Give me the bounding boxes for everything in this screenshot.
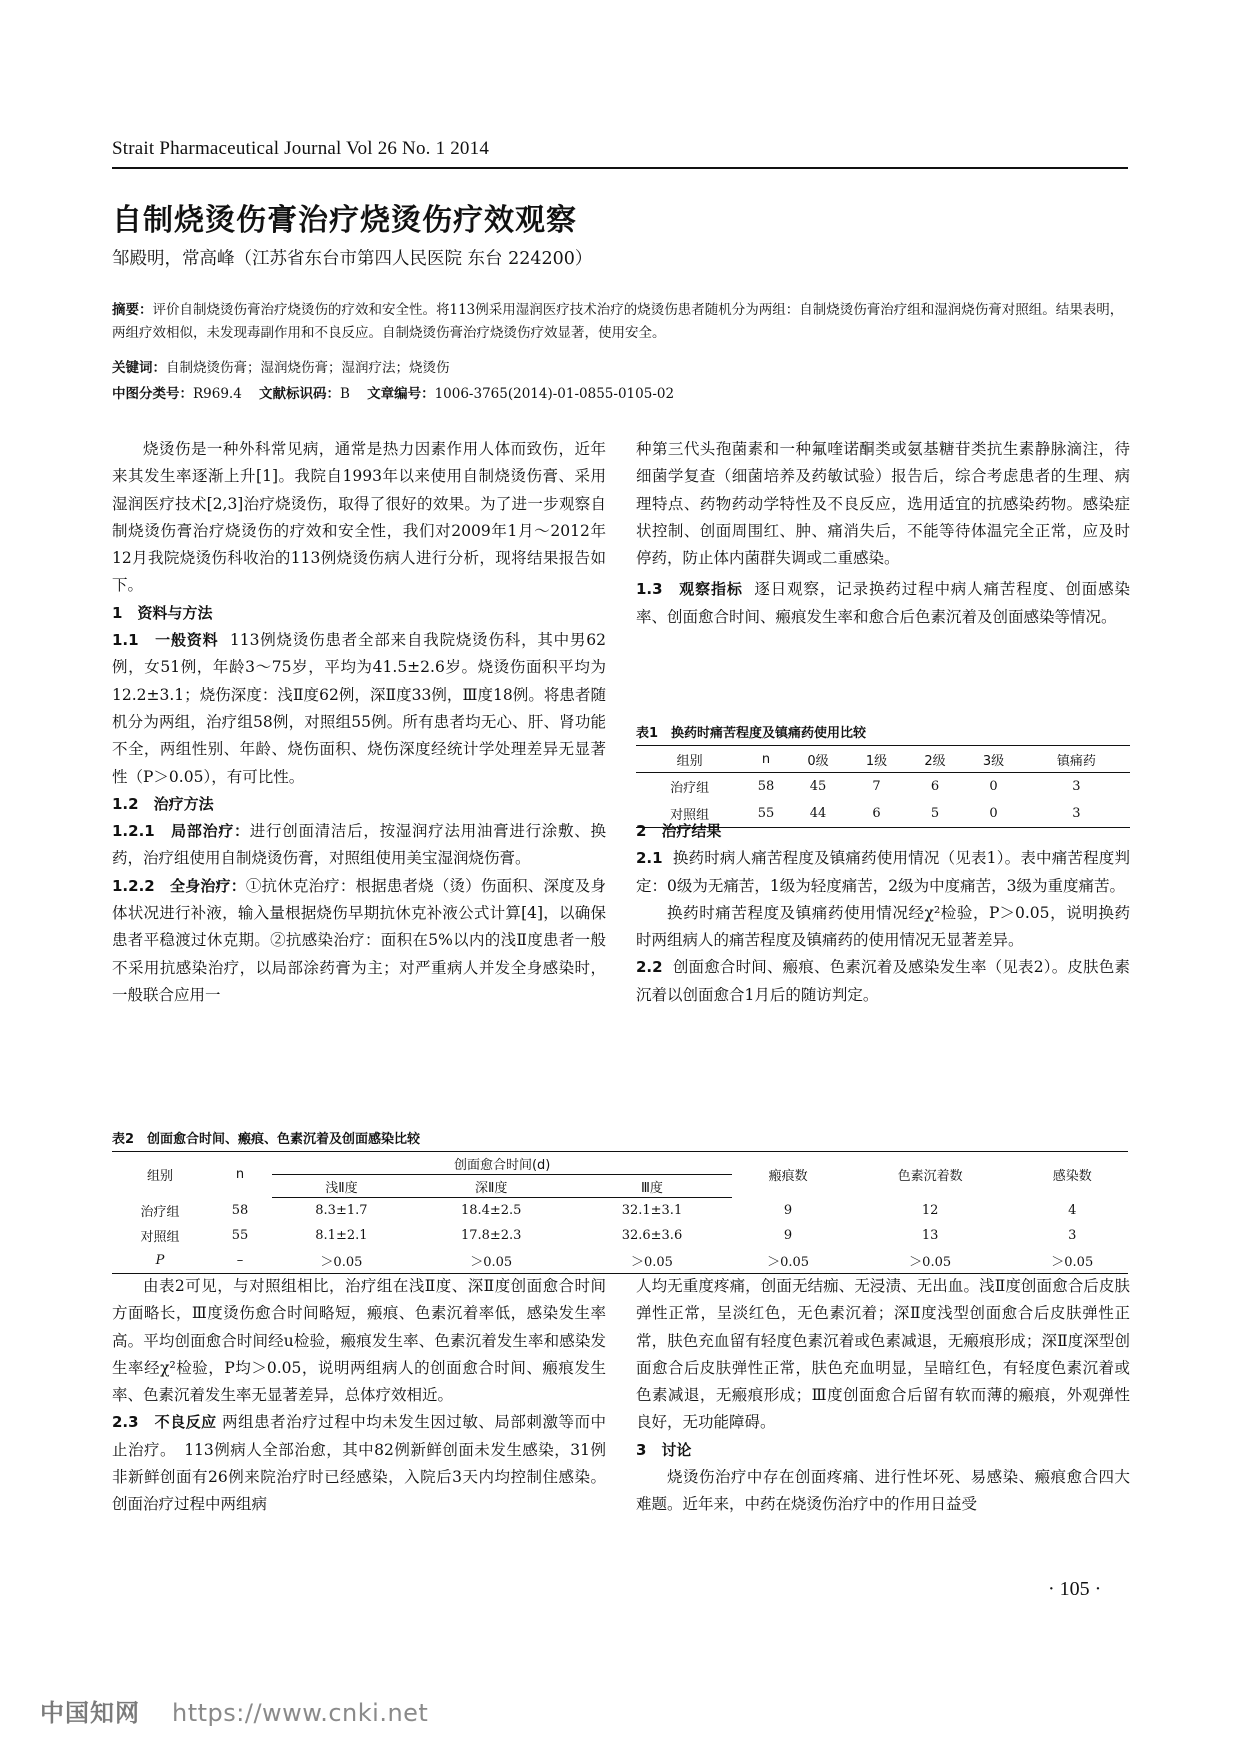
table-cell: 58 [231,1202,249,1218]
table-row [112,1198,1128,1224]
table-header: n [743,746,788,773]
column-left-top [112,436,606,1009]
table-cell: 3 [1023,800,1130,828]
heading-2-1: 2.1 [636,849,663,868]
table-cell: ＞0.05 [272,1248,411,1274]
table-header: n [208,1152,272,1198]
paragraph-2-1 [636,845,1130,900]
text-1-2-2: ①抗休克治疗：根据患者烧（烫）伤面积、深度及身体状况进行补液，输入量根据烧伤早期抗休克补液公式计算[4]，以确保患者平稳渡过休克期。②抗感染治疗：面积在5%以内的浅Ⅱ度患者一般不采用抗感染治疗，以局部涂药膏为主；对严重病人并发全身感染时，一般联合应用一 [112,876,606,1004]
doc-code-label: 文献标识码： [258,386,340,402]
table-cell: 6 [847,800,906,828]
cnki-watermark [40,1693,428,1728]
text-1-1: 113例烧烫伤患者全部来自我院烧烫伤科，其中男62例，女51例，年龄3～75岁，平均为41.5±2.6岁。烧烫伤面积平均为12.2±3.1；烧伤深度：浅Ⅱ度62例，深Ⅱ度33例，Ⅲ度18例。将患者随机分为两组，治疗组58例，对照组55例。所有患者均无心、肝、肾功能不全，两组性别、年龄、烧伤面积、烧伤深度经统计学处理差异无显著性（P＞0.05），有可比性。 [112,631,607,786]
table-header: 组别 [636,746,743,773]
discussion-paragraph: 烧烫伤治疗中存在创面疼痛、进行性坏死、易感染、瘢痕愈合四大难题。近年来，中药在烧烫伤治疗中的作用日益受 [636,1468,1130,1514]
table-cell: 6 [930,779,940,794]
section-heading-1: 1 资料与方法 [112,603,213,622]
cnki-logo: 中国知网 [40,1699,140,1727]
keywords [112,357,1128,380]
table-cell: 4 [1068,1202,1077,1218]
heading-1-2-2: 1.2.2 全身治疗： [112,876,246,895]
table-header: 3级 [964,746,1023,773]
table-cell: 治疗组 [140,1204,180,1220]
table-header: 瘢痕数 [732,1152,843,1198]
table-cell: ＞0.05 [844,1248,1017,1274]
table-header: 1级 [847,746,906,773]
article-no-value: 1006-3765(2014)-01-0855-0105-02 [434,386,675,402]
paragraph-2-3 [112,1409,606,1518]
table-cell: ＞0.05 [1017,1248,1128,1274]
table-cell: 44 [789,800,848,828]
text-2-1: 换药时病人痛苦程度及镇痛药使用情况（见表1）。表中痛苦程度判定：0级为无痛苦，1级为轻度痛苦，2级为中度痛苦，3级为重度痛苦。 [636,849,1130,895]
intro-paragraph: 烧烫伤是一种外科常见病，通常是热力因素作用人体而致伤，近年来其发生率逐渐上升[1]。我院自1993年以来使用自制烧烫伤膏、采用湿润医疗技术[2,3]治疗烧烫伤，取得了很好的效果。为了进一步观察自制烧烫伤膏治疗烧烫伤的疗效和安全性，我们对2009年1月～2012年12月我院烧烫伤科收治的113例烧烫伤病人进行分析，现将结果报告如下。 [112,440,606,595]
abstract-label: 摘要： [112,302,153,318]
table-cell: 0 [989,779,998,794]
table-cell: ＞0.05 [732,1248,843,1274]
authors-affiliation: 邹殿明，常高峰（江苏省东台市第四人民医院 东台 224200） [112,249,593,269]
table-header: 组别 [112,1152,208,1198]
table-header: 0级 [789,746,848,773]
table-header: 感染数 [1017,1152,1128,1198]
paragraph-2-2 [636,954,1130,1009]
text-1-3: 逐日观察，记录换药过程中病人痛苦程度、创面感染率、创面愈合时间、瘢痕发生率和愈合后色素沉着及创面感染等情况。 [636,580,1130,626]
journal-running-header: Strait Pharmaceutical Journal Vol 26 No. 1 2014 [112,138,490,159]
section-heading-2: 2 治疗结果 [636,822,722,840]
table-cell: 0 [964,800,1023,828]
table-cell: – [208,1248,272,1274]
column-right-bottom [636,1273,1130,1519]
keywords-label: 关键词： [112,360,166,376]
paragraph-continued: 种第三代头孢菌素和一种氟喹诺酮类或氨基糖苷类抗生素静脉滴注，待细菌学复查（细菌培养及药敏试验）报告后，综合考虑患者的生理、病理特点、药物药动学特性及不良反应，选用适宜的抗感染药物。感染症状控制、创面周围红、肿、痛消失后，不能等待体温完全正常，应及时停药，防止体内菌群失调或二重感染。 [636,440,1130,568]
heading-1-1: 1.1 一般资料 [112,631,219,650]
abstract-text: 评价自制烧烫伤膏治疗烧烫伤的疗效和安全性。将113例采用湿润医疗技术治疗的烧烫伤患者随机分为两组：自制烧烫伤膏治疗组和湿润烧伤膏对照组。结果表明，两组疗效相似，未发现毒副作用和不良反应。自制烧烫伤膏治疗烧烫伤疗效显著，使用安全。 [112,302,1124,341]
table-1 [636,722,1130,828]
section-heading-3: 3 讨论 [636,1440,692,1459]
text-2-2: 创面愈合时间、瘢痕、色素沉着及感染发生率（见表2）。皮肤色素沉着以创面愈合1月后的随访判定。 [636,958,1130,1004]
table-subheader: 深Ⅱ度 [411,1175,572,1198]
table-header: 色素沉着数 [844,1152,1017,1198]
table-2-discussion: 由表2可见，与对照组相比，治疗组在浅Ⅱ度、深Ⅱ度创面愈合时间方面略长，Ⅲ度烫伤愈合时间略短，瘢痕、色素沉着率低，感染发生率高。平均创面愈合时间经u检验，瘢痕发生率、色素沉着发生率和感染发生率经χ²检验，P均＞0.05，说明两组病人的创面愈合时间、瘢痕发生率、色素沉着发生率无显著差异，总体疗效相近。 [112,1277,606,1405]
paragraph-wound-outcome: 人均无重度疼痛，创面无结痂、无浸渍、无出血。浅Ⅱ度创面愈合后皮肤弹性正常，呈淡红色，无色素沉着；深Ⅱ度浅型创面愈合后皮肤弹性正常，肤色充血留有轻度色素沉着或色素减退，无瘢痕形成；深Ⅱ度深型创面愈合后皮肤弹性正常，肤色充血明显，呈暗红色，有轻度色素沉着或色素减退，无瘢痕形成；Ⅲ度创面愈合后留有软而薄的瘢痕，外观弹性良好，无功能障碍。 [636,1277,1130,1432]
table-cell: 55 [743,800,788,828]
header-rule [112,167,1128,169]
table-2 [112,1128,1128,1274]
table-cell: 32.6±3.6 [621,1228,683,1243]
article-title: 自制烧烫伤膏治疗烧烫伤疗效观察 [112,203,577,238]
table-cell: 32.1±3.1 [621,1203,683,1218]
heading-1-3: 1.3 观察指标 [636,580,743,599]
table-cell: 3 [1072,779,1081,794]
table-cell: 8.3±1.7 [315,1203,368,1218]
table-cell: 7 [872,779,881,794]
clc-value: R969.4 [193,386,242,402]
paragraph-1-3 [636,576,1130,631]
table-cell: P [112,1248,208,1274]
paragraph-1-2-2 [112,873,606,1009]
table-cell: 18.4±2.5 [460,1203,522,1218]
table-subheader: 浅Ⅱ度 [272,1175,411,1198]
doc-code-value: B [339,386,350,402]
table-cell: 3 [1068,1228,1077,1243]
table-2-caption: 表2 创面愈合时间、瘢痕、色素沉着及创面感染比较 [112,1132,421,1147]
abstract [112,299,1128,345]
keywords-text: 自制烧烫伤膏；湿润烧伤膏；湿润疗法；烧烫伤 [166,360,450,376]
table-cell: 45 [809,779,827,794]
table-cell: 58 [757,779,775,794]
clc-label: 中图分类号： [112,386,193,402]
table-1-caption: 表1 换药时痛苦程度及镇痛药使用比较 [636,726,867,741]
table-subheader: Ⅲ度 [572,1175,733,1198]
table-header: 镇痛药 [1023,746,1130,773]
heading-1-2-1: 1.2.1 局部治疗： [112,822,250,841]
cnki-url[interactable]: https://www.cnki.net [172,1699,429,1727]
paragraph-1-2-1 [112,818,606,873]
text-1-2-1: 进行创面清洁后，按湿润疗法用油膏进行涂敷、换药，治疗组使用自制烧烫伤膏，对照组使用美宝湿润烧伤膏。 [112,822,606,868]
table-row [112,1223,1128,1248]
column-left-bottom [112,1273,606,1519]
table-row [112,1248,1128,1274]
table-cell: 12 [921,1202,939,1218]
table-cell: 8.1±2.1 [315,1228,368,1243]
paragraph-2-1b: 换药时痛苦程度及镇痛药使用情况经χ²检验，P＞0.05，说明换药时两组病人的痛苦程度及镇痛药的使用情况无显著差异。 [636,903,1130,950]
paragraph-1-1 [112,627,606,791]
text-2-3: 两组患者治疗过程中均未发生因过敏、局部刺激等而中止治疗。 113例病人全部治愈，其中82例新鲜创面未发生感染，31例非新鲜创面有26例来院治疗时已经感染，入院后3天内均控制住感染。创面治疗过程中两组病 [112,1413,606,1514]
table-cell: 治疗组 [670,781,710,796]
table-header: 2级 [906,746,965,773]
table-row [636,773,1130,801]
heading-1-2: 1.2 治疗方法 [112,794,214,813]
table-2-grid [112,1151,1128,1274]
column-right-results [636,818,1130,1009]
table-1-grid [636,745,1130,828]
table-cell: 9 [783,1228,793,1243]
table-header: 创面愈合时间(d) [272,1152,732,1175]
table-cell: ＞0.05 [572,1248,733,1274]
column-right-top [636,436,1130,631]
table-cell: 对照组 [636,800,743,828]
page-number: · 105 · [1048,1578,1102,1600]
article-no-label: 文章编号： [367,386,435,402]
table-cell: 55 [231,1228,249,1243]
heading-2-2: 2.2 [636,958,663,977]
classification-line [112,383,1128,406]
table-cell: 5 [906,800,965,828]
heading-2-3: 2.3 不良反应 [112,1413,217,1432]
table-cell: 13 [921,1228,939,1243]
table-cell: 对照组 [140,1230,180,1245]
table-cell: 9 [783,1202,793,1218]
table-cell: ＞0.05 [411,1248,572,1274]
table-cell: 17.8±2.3 [460,1228,522,1243]
